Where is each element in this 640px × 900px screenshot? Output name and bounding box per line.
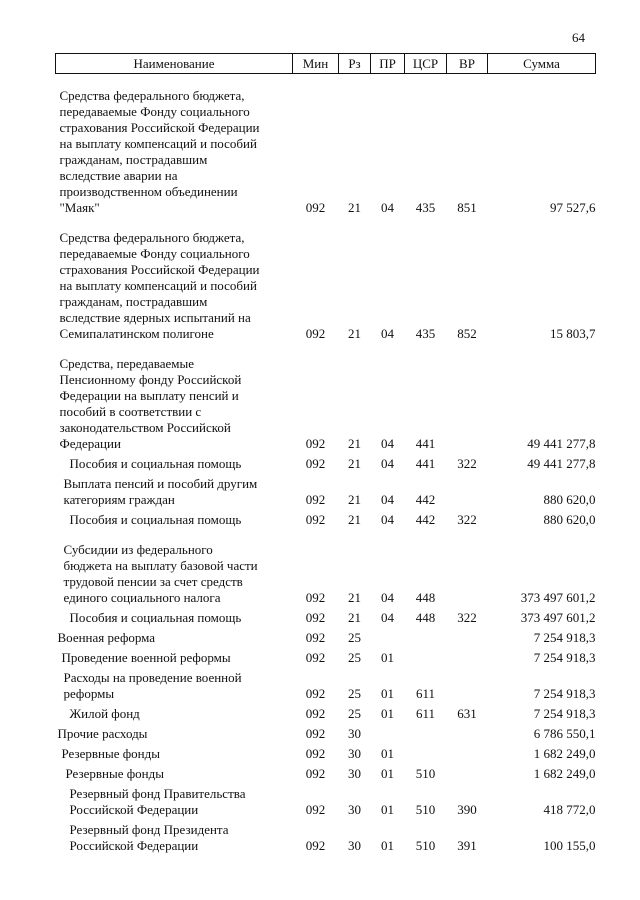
cell-sum: 880 620,0 xyxy=(543,512,596,527)
header-rz: Рз xyxy=(339,54,371,74)
header-sum: Сумма xyxy=(488,54,596,74)
cell-min: 092 xyxy=(305,630,326,645)
row-spacer-cell xyxy=(56,74,596,89)
row-spacer-cell xyxy=(56,528,596,542)
table-header-row xyxy=(56,54,596,74)
cell-pr: 04 xyxy=(381,456,394,471)
cell-sum: 6 786 550,1 xyxy=(533,726,596,741)
cell-rz: 30 xyxy=(348,746,361,761)
cell-rz: 21 xyxy=(348,512,361,527)
cell-sum: 7 254 918,3 xyxy=(533,686,596,701)
cell-pr: 04 xyxy=(381,200,394,215)
cell-vr: 322 xyxy=(457,456,477,471)
cell-sum: 49 441 277,8 xyxy=(527,436,596,451)
cell-csr: 435 xyxy=(415,326,436,341)
cell-rz: 21 xyxy=(348,590,361,605)
table-row xyxy=(56,88,596,216)
cell-sum: 373 497 601,2 xyxy=(520,590,596,605)
cell-min: 092 xyxy=(305,802,326,817)
cell-rz: 25 xyxy=(348,686,361,701)
cell-min: 092 xyxy=(305,746,326,761)
cell-rz: 30 xyxy=(348,726,361,741)
cell-csr xyxy=(405,650,447,666)
row-spacer-cell xyxy=(56,342,596,356)
cell-vr xyxy=(447,766,488,782)
cell-rz: 21 xyxy=(348,456,361,471)
cell-name: Резервный фонд Президента Российской Федерации xyxy=(69,822,229,853)
cell-vr: 631 xyxy=(457,706,477,721)
cell-sum: 7 254 918,3 xyxy=(533,650,596,665)
table-row xyxy=(56,456,596,472)
cell-rz: 21 xyxy=(348,200,361,215)
cell-csr: 510 xyxy=(415,766,436,781)
table-row xyxy=(56,476,596,508)
table-row xyxy=(56,512,596,528)
cell-vr: 852 xyxy=(457,326,477,341)
cell-csr: 611 xyxy=(415,686,436,701)
row-spacer-cell xyxy=(56,216,596,230)
table-row xyxy=(56,706,596,722)
cell-name: Пособия и социальная помощь xyxy=(69,610,242,625)
cell-rz: 30 xyxy=(348,838,361,853)
cell-vr xyxy=(447,356,488,452)
cell-vr: 322 xyxy=(457,512,477,527)
cell-sum: 418 772,0 xyxy=(543,802,596,817)
table-row xyxy=(56,670,596,702)
budget-table xyxy=(55,53,596,854)
cell-min: 092 xyxy=(305,686,326,701)
table-row xyxy=(56,356,596,452)
cell-vr: 322 xyxy=(457,610,477,625)
cell-name: Расходы на проведение военной реформы xyxy=(63,670,242,701)
table-row xyxy=(56,746,596,762)
cell-min: 092 xyxy=(305,456,326,471)
cell-pr: 04 xyxy=(381,512,394,527)
cell-min: 092 xyxy=(305,650,326,665)
cell-rz: 21 xyxy=(348,326,361,341)
cell-vr: 851 xyxy=(457,200,477,215)
cell-name: Резервный фонд Правительства Российской Федерации xyxy=(69,786,246,817)
cell-sum: 97 527,6 xyxy=(550,200,596,215)
cell-sum: 15 803,7 xyxy=(550,326,596,341)
table-row xyxy=(56,786,596,818)
cell-csr: 510 xyxy=(415,802,436,817)
cell-min: 092 xyxy=(305,706,326,721)
header-csr: ЦСР xyxy=(405,54,447,74)
header-vr: ВР xyxy=(447,54,488,74)
cell-pr: 04 xyxy=(381,610,394,625)
cell-sum: 100 155,0 xyxy=(543,838,596,853)
cell-pr: 01 xyxy=(381,802,394,817)
cell-vr xyxy=(447,476,488,508)
cell-pr: 01 xyxy=(381,746,394,761)
table-row xyxy=(56,726,596,742)
table-row xyxy=(56,766,596,782)
cell-csr xyxy=(405,726,447,742)
cell-pr: 01 xyxy=(381,766,394,781)
cell-vr xyxy=(447,746,488,762)
cell-min: 092 xyxy=(305,838,326,853)
cell-csr: 510 xyxy=(415,838,436,853)
cell-pr: 01 xyxy=(381,706,394,721)
cell-min: 092 xyxy=(305,436,326,451)
cell-csr xyxy=(405,630,447,646)
cell-name: Пособия и социальная помощь xyxy=(69,456,242,471)
cell-sum: 880 620,0 xyxy=(543,492,596,507)
cell-vr xyxy=(447,726,488,742)
table-row xyxy=(56,610,596,626)
cell-rz: 30 xyxy=(348,766,361,781)
cell-name: Жилой фонд xyxy=(69,706,140,721)
cell-rz: 30 xyxy=(348,802,361,817)
cell-name: Выплата пенсий и пособий другим категориям граждан xyxy=(63,476,258,507)
cell-min: 092 xyxy=(305,590,326,605)
cell-vr: 390 xyxy=(457,802,477,817)
cell-min: 092 xyxy=(305,492,326,507)
cell-vr: 391 xyxy=(457,838,477,853)
cell-pr xyxy=(371,726,405,742)
table-row xyxy=(56,630,596,646)
cell-pr: 01 xyxy=(381,838,394,853)
cell-name: Резервные фонды xyxy=(65,766,164,781)
cell-csr: 448 xyxy=(415,590,436,605)
cell-sum: 1 682 249,0 xyxy=(533,746,596,761)
cell-name: Пособия и социальная помощь xyxy=(69,512,242,527)
table-row xyxy=(56,822,596,854)
cell-min: 092 xyxy=(305,512,326,527)
table-body xyxy=(56,74,596,855)
cell-name: Прочие расходы xyxy=(57,726,148,741)
table-row xyxy=(56,542,596,606)
cell-vr xyxy=(447,630,488,646)
cell-sum: 373 497 601,2 xyxy=(520,610,596,625)
row-spacer xyxy=(56,528,596,542)
cell-vr xyxy=(447,670,488,702)
cell-min: 092 xyxy=(305,326,326,341)
cell-pr xyxy=(371,630,405,646)
cell-rz: 25 xyxy=(348,650,361,665)
cell-rz: 21 xyxy=(348,436,361,451)
cell-csr: 441 xyxy=(415,436,436,451)
row-spacer xyxy=(56,342,596,356)
cell-rz: 25 xyxy=(348,706,361,721)
cell-pr: 01 xyxy=(381,686,394,701)
cell-csr: 611 xyxy=(415,706,436,721)
cell-name: Проведение военной реформы xyxy=(61,650,231,665)
cell-pr: 01 xyxy=(381,650,394,665)
cell-pr: 04 xyxy=(381,436,394,451)
cell-name: Средства федерального бюджета, передаваемые Фонду социального страхования Российской Федерации на выплату компенсаций и пособий гражданам, пострадавшим вследствие аварии на производственном объединении "Маяк" xyxy=(59,88,260,215)
cell-min: 092 xyxy=(305,766,326,781)
cell-sum: 1 682 249,0 xyxy=(533,766,596,781)
table-row xyxy=(56,230,596,342)
row-spacer xyxy=(56,216,596,230)
cell-name: Военная реформа xyxy=(57,630,156,645)
cell-csr: 441 xyxy=(415,456,436,471)
row-spacer xyxy=(56,74,596,89)
cell-min: 092 xyxy=(305,726,326,741)
header-name: Наименование xyxy=(56,54,293,74)
cell-vr xyxy=(447,542,488,606)
cell-name: Субсидии из федерального бюджета на выплату базовой части трудовой пенсии за счет средств единого социального налога xyxy=(63,542,258,605)
cell-csr: 448 xyxy=(415,610,436,625)
cell-rz: 25 xyxy=(348,630,361,645)
header-pr: ПР xyxy=(371,54,405,74)
cell-pr: 04 xyxy=(381,492,394,507)
cell-rz: 21 xyxy=(348,492,361,507)
cell-pr: 04 xyxy=(381,590,394,605)
cell-name: Резервные фонды xyxy=(61,746,160,761)
cell-name: Средства федерального бюджета, передаваемые Фонду социального страхования Российской Федерации на выплату компенсаций и пособий гражданам, пострадавшим вследствие ядерных испытаний на Семипалатинском полигоне xyxy=(59,230,260,341)
cell-min: 092 xyxy=(305,610,326,625)
table-row xyxy=(56,650,596,666)
cell-sum: 7 254 918,3 xyxy=(533,630,596,645)
cell-pr: 04 xyxy=(381,326,394,341)
page-number: 64 xyxy=(572,30,585,45)
cell-csr: 442 xyxy=(415,492,436,507)
cell-csr: 435 xyxy=(415,200,436,215)
cell-vr xyxy=(447,650,488,666)
cell-name: Средства, передаваемые Пенсионному фонду Российской Федерации на выплату пенсий и пособий в соответствии с законодательством Российской Федерации xyxy=(59,356,242,451)
cell-sum: 49 441 277,8 xyxy=(527,456,596,471)
header-min: Мин xyxy=(293,54,339,74)
cell-csr: 442 xyxy=(415,512,436,527)
cell-csr xyxy=(405,746,447,762)
cell-min: 092 xyxy=(305,200,326,215)
cell-rz: 21 xyxy=(348,610,361,625)
cell-sum: 7 254 918,3 xyxy=(533,706,596,721)
